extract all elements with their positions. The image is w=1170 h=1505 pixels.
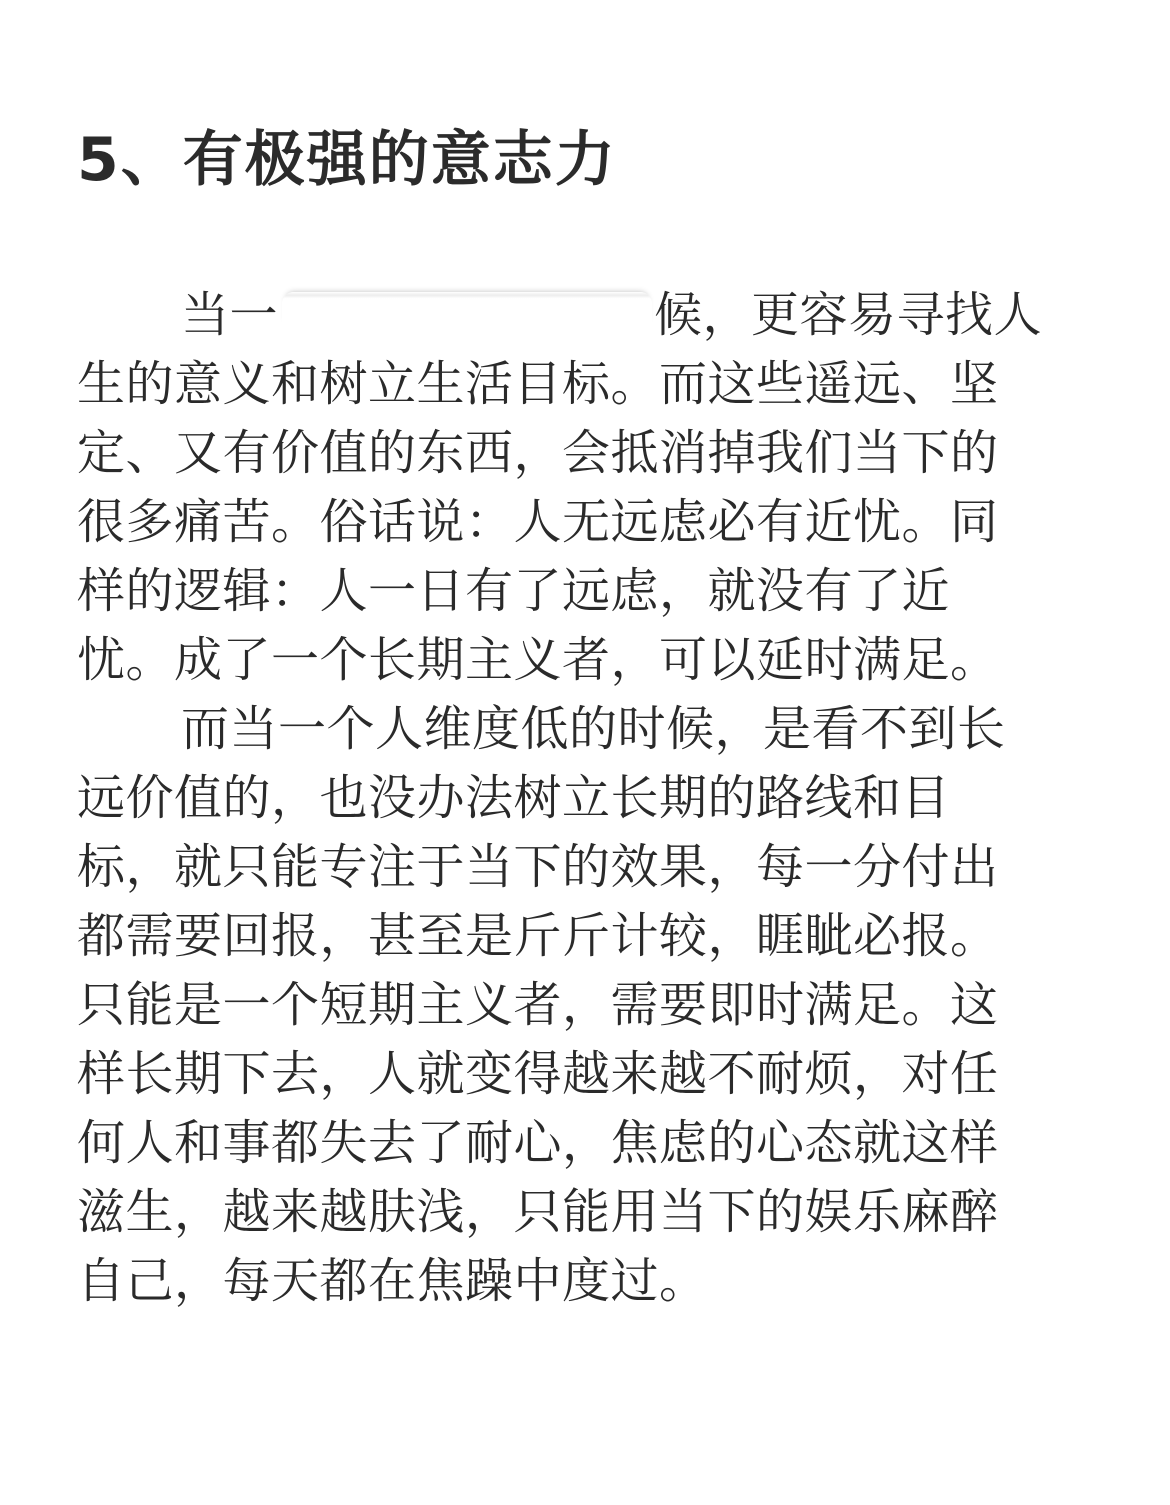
paragraph-2-line: 远价值的，也没办法树立长期的路线和目 bbox=[77, 770, 951, 826]
paragraph-2-line: 何人和事都失去了耐心，焦虑的心态就这样 bbox=[77, 1115, 999, 1171]
article-body bbox=[77, 281, 1067, 1316]
paragraph-1-line: 很多痛苦。俗话说：人无远虑必有近忧。同 bbox=[77, 494, 999, 550]
line-start-text: 当一 bbox=[181, 287, 279, 343]
paragraph-2-line: 滋生，越来越肤浅，只能用当下的娱乐麻醉 bbox=[77, 1184, 999, 1240]
paragraph-1-line: 忧。成了一个长期主义者，可以延时满足。 bbox=[77, 632, 999, 688]
paragraph-2-line: 样长期下去，人就变得越来越不耐烦，对任 bbox=[77, 1046, 999, 1102]
paragraph-1-line: 生的意义和树立生活目标。而这些遥远、坚 bbox=[77, 356, 999, 412]
paragraph-2-line: 标，就只能专注于当下的效果，每一分付出 bbox=[77, 839, 999, 895]
paragraph-1-line: 样的逻辑：人一日有了远虑，就没有了近 bbox=[77, 563, 951, 619]
section-title: 5、有极强的意志力 bbox=[77, 125, 617, 195]
line-end-text: 候，更容易寻找人 bbox=[654, 287, 1043, 343]
paragraph-2-line: 只能是一个短期主义者，需要即时满足。这 bbox=[77, 977, 999, 1033]
paragraph-1-line: 定、又有价值的东西，会抵消掉我们当下的 bbox=[77, 425, 999, 481]
paragraph-2-line: 都需要回报，甚至是斤斤计较，睚眦必报。 bbox=[77, 908, 999, 964]
paragraph-1-line-1 bbox=[77, 281, 1067, 350]
paragraph-2-first-line: 而当一个人维度低的时候，是看不到长 bbox=[181, 701, 1006, 757]
redaction-blur bbox=[282, 292, 652, 332]
paragraph-2-line: 自己，每天都在焦躁中度过。 bbox=[77, 1253, 708, 1309]
